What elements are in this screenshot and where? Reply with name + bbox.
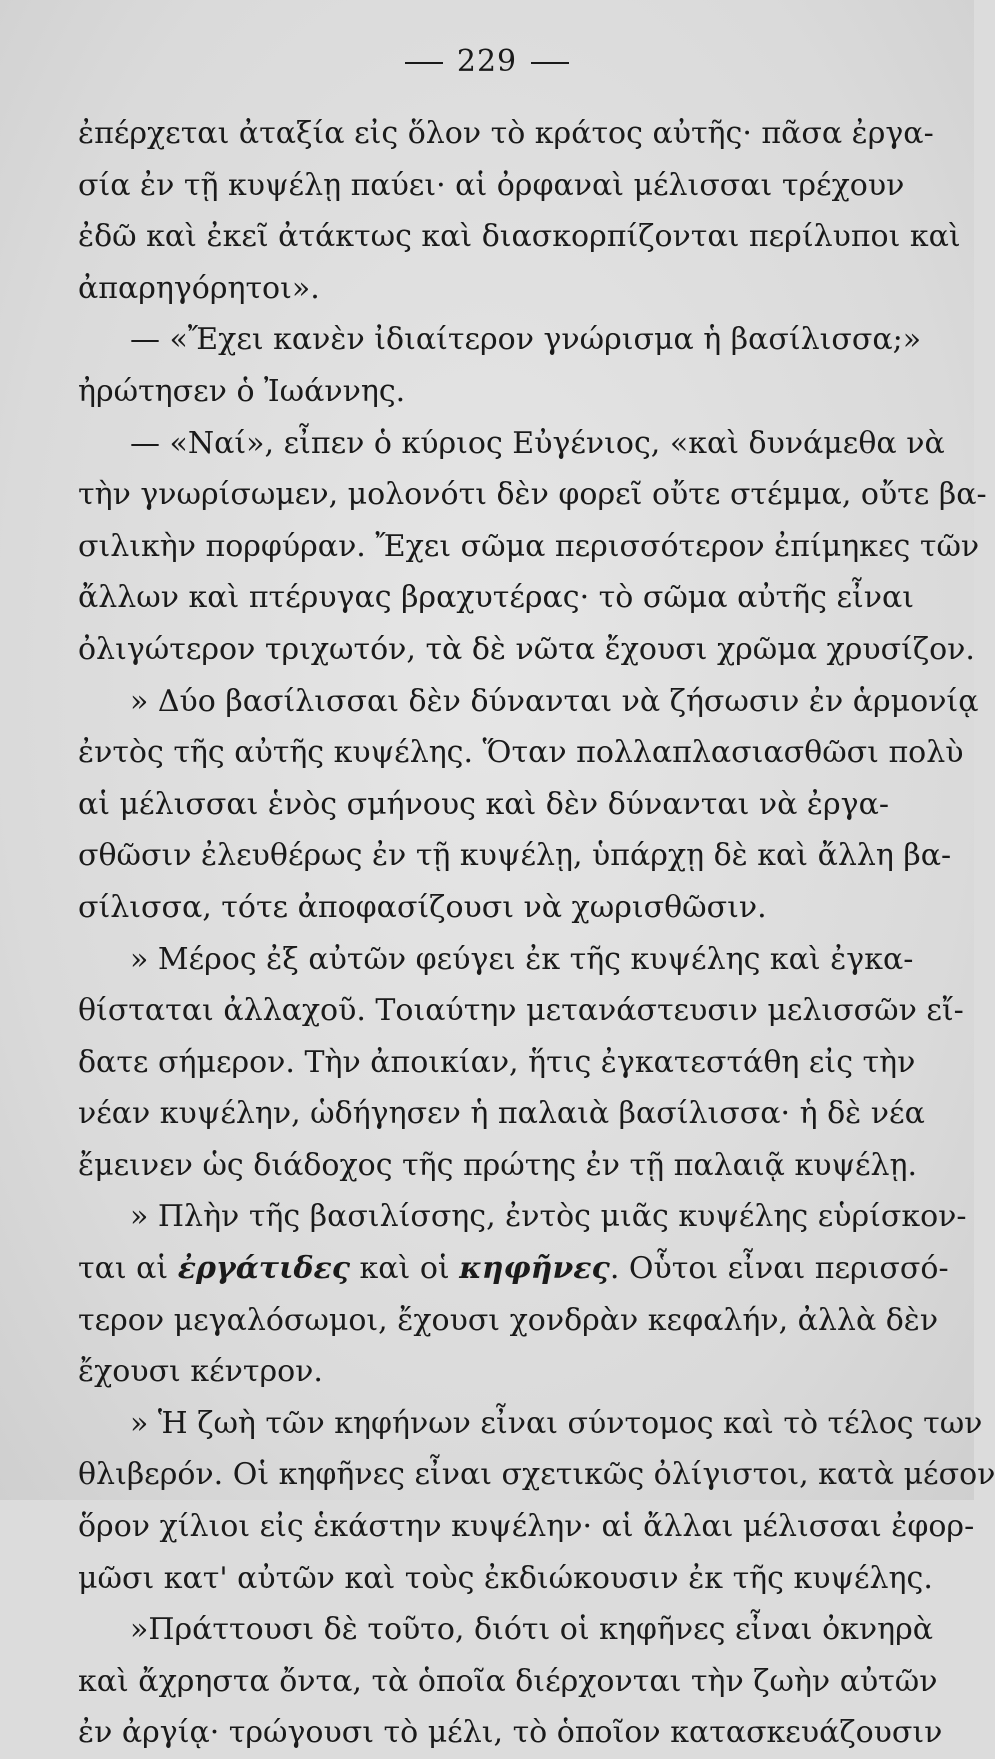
text-segment: καὶ οἱ [350, 1251, 460, 1287]
text-line: ἔχουσι κέντρον. [78, 1354, 323, 1390]
text-line: ἐδῶ καὶ ἐκεῖ ἀτάκτως καὶ διασκορπίζονται περίλυποι καὶ [78, 219, 961, 255]
text-line: σιλικὴν πορφύραν. Ἔχει σῶμα περισσότερον ἐπίμηκες τῶν [78, 528, 980, 564]
text-line: » Ἡ ζωὴ τῶν κηφήνων εἶναι σύντομος καὶ τὸ τέλος των [130, 1405, 983, 1441]
text-line: » Μέρος ἐξ αὐτῶν φεύγει ἐκ τῆς κυψέλης καὶ ἐγκα- [130, 941, 914, 977]
text-line: » Πλὴν τῆς βασιλίσσης, ἐντὸς μιᾶς κυψέλης εὑρίσκον- [130, 1199, 967, 1235]
text-line: ἔμεινεν ὡς διάδοχος τῆς πρώτης ἐν τῇ παλαιᾷ κυψέλῃ. [78, 1147, 918, 1183]
text-line: αἱ μέλισσαι ἑνὸς σμήνους καὶ δὲν δύνανται νὰ ἐργα- [78, 786, 889, 822]
text-line: ἐντὸς τῆς αὐτῆς κυψέλης. Ὅταν πολλαπλασιασθῶσι πολὺ [78, 735, 964, 771]
text-line: »Πράττουσι δὲ τοῦτο, διότι οἱ κηφῆνες εἶναι ὀκνηρὰ [130, 1612, 933, 1648]
text-line: θίσταται ἀλλαχοῦ. Τοιαύτην μετανάστευσιν μελισσῶν εἴ- [78, 993, 964, 1029]
text-line: σίλισσα, τότε ἀποφασίζουσι νὰ χωρισθῶσιν. [78, 889, 767, 925]
text-line: ἄλλων καὶ πτέρυγας βραχυτέρας· τὸ σῶμα αὐτῆς εἶναι [78, 580, 915, 616]
text-line: ἠρώτησεν ὁ Ἰωάννης. [78, 373, 406, 409]
text-line: δατε σήμερον. Τὴν ἀποικίαν, ἥτις ἐγκατεστάθη εἰς τὴν [78, 1044, 916, 1080]
emphasized-term: κηφῆνες [459, 1251, 610, 1287]
text-line: σθῶσιν ἐλευθέρως ἐν τῇ κυψέλῃ, ὑπάρχῃ δὲ καὶ ἄλλη βα- [78, 838, 952, 874]
text-line: τὴν γνωρίσωμεν, μολονότι δὲν φορεῖ οὔτε στέμμα, οὔτε βα- [78, 477, 987, 513]
text-line: » Δύο βασίλισσαι δὲν δύνανται νὰ ζήσωσιν ἐν ἁρμονίᾳ [130, 683, 979, 719]
text-line: νέαν κυψέλην, ὡδήγησεν ἡ παλαιὰ βασίλισσα· ἡ δὲ νέα [78, 1096, 925, 1132]
body-text [78, 108, 995, 1759]
text-line: ὀλιγώτερον τριχωτόν, τὰ δὲ νῶτα ἔχουσι χρῶμα χρυσίζον. [78, 631, 975, 667]
text-line: μῶσι κατ' αὐτῶν καὶ τοὺς ἐκδιώκουσιν ἐκ τῆς κυψέλης. [78, 1560, 933, 1596]
text-line: — «Ναί», εἶπεν ὁ κύριος Εὐγένιος, «καὶ δυνάμεθα νὰ [130, 425, 945, 461]
text-line: θλιβερόν. Οἱ κηφῆνες εἶναι σχετικῶς ὀλίγιστοι, κατὰ μέσον [78, 1457, 995, 1493]
text-segment: . Οὗτοι εἶναι περισσό- [609, 1251, 949, 1287]
page-number-dash-left [405, 62, 443, 64]
text-line: ἐπέρχεται ἀταξία εἰς ὅλον τὸ κράτος αὐτῆς· πᾶσα ἐργα- [78, 116, 934, 151]
text-line: ὅρον χίλιοι εἰς ἑκάστην κυψέλην· αἱ ἄλλαι μέλισσαι ἐφορ- [78, 1509, 975, 1545]
text-line: ἐν ἀργίᾳ· τρώγουσι τὸ μέλι, τὸ ὁποῖον κατασκευάζουσιν [78, 1715, 943, 1751]
text-line: — «Ἔχει κανὲν ἰδιαίτερον γνώρισμα ἡ βασίλισσα;» [130, 322, 922, 358]
page-number: 229 [0, 44, 974, 79]
text-line: τερον μεγαλόσωμοι, ἔχουσι χονδρὰν κεφαλήν, ἀλλὰ δὲν [78, 1302, 939, 1338]
text-line: ἀπαρηγόρητοι». [78, 270, 320, 306]
text-segment: ται αἱ [78, 1251, 178, 1287]
text-line: καὶ ἄχρηστα ὄντα, τὰ ὁποῖα διέρχονται τὴν ζωὴν αὐτῶν [78, 1663, 938, 1699]
page-number-dash-right [531, 62, 569, 64]
text-line [78, 1243, 949, 1295]
emphasized-term: ἐργάτιδες [177, 1251, 351, 1287]
text-line: σία ἐν τῇ κυψέλῃ παύει· αἱ ὀρφαναὶ μέλισσαι τρέχουν [78, 167, 905, 203]
